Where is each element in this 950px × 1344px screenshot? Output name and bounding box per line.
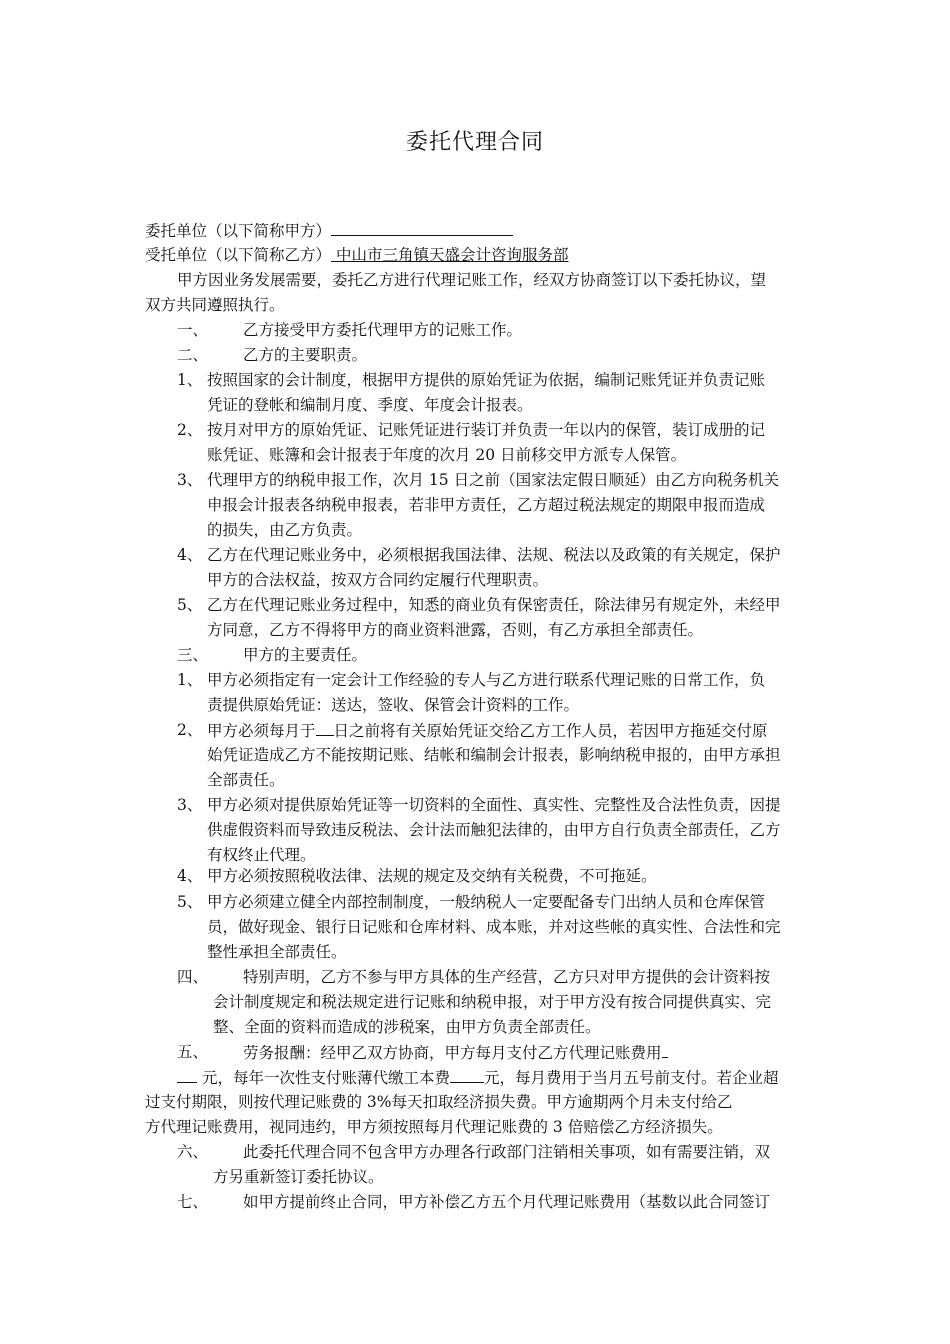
s3-item-5-line: 整性承担全部责任。 [207,943,347,961]
s3-item-3-num: 3、 [177,796,203,814]
section-3-num: 三、 [177,646,209,664]
s2-item-2-num: 2、 [177,421,203,439]
section-5-line: 过支付期限，则按代理记账费的 3%每天扣取经济损失费。甲方逾期两个月未支付给乙 [145,1093,733,1111]
s3-item-2-line: 始凭证造成乙方不能按期记账、结帐和编制会计报表，影响纳税申报的，由甲方承担 [207,746,781,764]
section-6-line: 此委托代理合同不包含甲方办理各行政部门注销相关事项，如有需要注销，双 [243,1143,771,1161]
s2-item-5-num: 5、 [177,596,203,614]
section-1-num: 一、 [177,321,209,339]
s2-item-3-line: 申报会计报表各纳税申报表，若非甲方责任，乙方超过税法规定的期限申报而造成 [207,496,766,514]
section-4-num: 四、 [177,968,209,986]
section-5-line: 元，每年一次性支付账薄代缴工本费 元，每月费用于当月五号前支付。若企业超 [177,1067,778,1088]
s3-item-1-line: 甲方必须指定有一定会计工作经验的专人与乙方进行联系代理记账的日常工作，负 [207,671,766,689]
s2-item-3-line: 代理甲方的纳税申报工作，次月 15 日之前（国家法定假日顺延）由乙方向税务机关 [207,471,780,489]
section-5-line: 方代理记账费用，视同违约，甲方须按照每月代理记账费的 3 倍赔偿乙方经济损失。 [145,1118,723,1136]
section-5-num: 五、 [177,1043,209,1061]
s2-item-2-line: 账凭证、账簿和会计报表于年度的次月 20 日前移交甲方派专人保管。 [207,446,687,464]
section-3-text: 甲方的主要责任。 [243,646,368,664]
page-title: 委托代理合同 [405,130,544,155]
section-4-line: 整、全面的资料而造成的涉税案，由甲方负责全部责任。 [213,1018,601,1036]
s3-item-3-line: 有权终止代理。 [207,846,316,864]
party-b-name: 中山市三角镇天盛会计咨询服务部 [335,246,569,264]
s3-item-4-line: 甲方必须按照税收法律、法规的规定及交纳有关税费，不可拖延。 [207,867,657,885]
annual-fee-blank[interactable] [450,1067,484,1083]
day-blank[interactable] [316,720,334,736]
party-b-label: 受托单位（以下简称乙方） [145,246,332,264]
s2-item-4-num: 4、 [177,546,203,564]
s3-item-1-line: 责提供原始凭证：送达，签收、保管会计资料的工作。 [207,696,580,714]
section-4-line: 会计制度规定和税法规定进行记账和纳税申报，对于甲方没有按合同提供真实、完 [213,993,772,1011]
intro-line-1: 甲方因业务发展需要，委托乙方进行代理记账工作，经双方协商签订以下委托协议，望 [177,271,767,289]
section-6-line: 方另重新签订委托协议。 [213,1168,384,1186]
s2-item-4-line: 乙方在代理记账业务中，必须根据我国法律、法规、税法以及政策的有关规定，保护 [207,546,781,564]
s2-item-1-num: 1、 [177,371,203,389]
party-b-line [145,245,568,265]
s2-item-3-num: 3、 [177,471,203,489]
intro-line-2: 双方共同遵照执行。 [145,296,285,314]
s3-item-4-num: 4、 [177,867,203,885]
party-a-line [145,220,513,241]
s2-item-5-line: 方同意，乙方不得将甲方的商业资料泄露，否则，有乙方承担全部责任。 [207,621,704,639]
s3-item-1-num: 1、 [177,671,203,689]
s3-item-3-line: 供虚假资料而导致违反税法、会计法而触犯法律的，由甲方自行负责全部责任，乙方 [207,821,781,839]
party-a-blank[interactable] [331,220,513,236]
section-7-line: 如甲方提前终止合同，甲方补偿乙方五个月代理记账费用（基数以此合同签订 [243,1193,771,1211]
party-a-label: 委托单位（以下简称甲方） [145,222,332,240]
monthly-fee-blank[interactable] [177,1067,197,1083]
s3-item-5-line: 甲方必须建立健全内部控制制度，一般纳税人一定要配备专门出纳人员和仓库保管 [207,893,766,911]
section-5-line: 劳务报酬：经甲乙双方协商，甲方每月支付乙方代理记账费用 [243,1042,668,1063]
s2-item-1-line: 按照国家的会计制度，根据甲方提供的原始凭证为依据，编制记账凭证并负责记账 [207,371,766,389]
s3-item-2-line: 甲方必须每月于 日之前将有关原始凭证交给乙方工作人员，若因甲方拖延交付原 [207,722,768,740]
s2-item-3-line: 的损失，由乙方负责。 [207,521,363,539]
s2-item-2-line: 按月对甲方的原始凭证、记账凭证进行装订并负责一年以内的保管，装订成册的记 [207,421,766,439]
section-7-num: 七、 [177,1193,209,1211]
s3-item-2-num: 2、 [177,721,203,739]
s2-item-5-line: 乙方在代理记账业务过程中，知悉的商业负有保密责任，除法律另有规定外，未经甲 [207,596,781,614]
s2-item-4-line: 甲方的合法权益，按双方合同约定履行代理职责。 [207,571,549,589]
s2-item-1-line: 凭证的登帐和编制月度、季度、年度会计报表。 [207,396,533,414]
section-1-text: 乙方接受甲方委托代理甲方的记账工作。 [243,321,523,339]
s3-item-5-num: 5、 [177,893,203,911]
section-2-text: 乙方的主要职责。 [243,346,368,364]
s3-item-2-line: 全部责任。 [207,771,285,789]
section-6-num: 六、 [177,1143,209,1161]
fee-blank-start[interactable] [662,1042,668,1058]
section-4-line: 特别声明，乙方不参与甲方具体的生产经营，乙方只对甲方提供的会计资料按 [243,968,771,986]
s3-item-3-line: 甲方必须对提供原始凭证等一切资料的全面性、真实性、完整性及合法性负责，因提 [207,796,781,814]
s3-item-5-line: 员，做好现金、银行日记账和仓库材料、成本账，并对这些帐的真实性、合法性和完 [207,918,781,936]
section-2-num: 二、 [177,346,209,364]
